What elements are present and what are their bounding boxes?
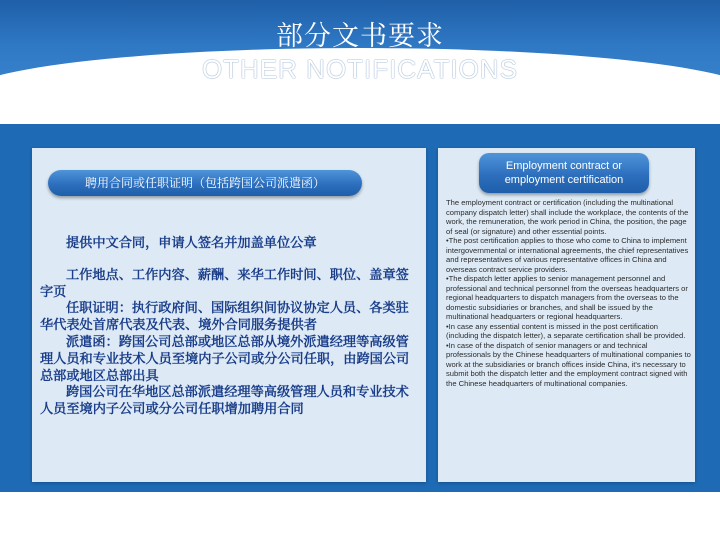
en-paragraph: The employment contract or certification (including the multinational company dispatch letter) shall include the workplace, the contents of the work, the remuneration, the work period in China, the position, the page of seal (or signature) and other essential points. <box>446 198 689 236</box>
zh-paragraph: 工作地点、工作内容、薪酬、来华工作时间、职位、盖章签字页 <box>40 267 409 300</box>
left-section-tag: 聘用合同或任职证明（包括跨国公司派遣函） <box>48 170 362 196</box>
right-section-tag <box>479 153 649 193</box>
slide-title-zh: 部分文书要求 <box>276 21 444 52</box>
right-section-tag-line1: Employment contract or <box>505 160 623 172</box>
zh-paragraph: 派遣函：跨国公司总部或地区总部从境外派遣经理等高级管理人员和专业技术人员至境内子公司或分公司任职，由跨国公司总部或地区总部出具 <box>40 334 410 384</box>
zh-paragraph: 提供中文合同，申请人签名并加盖单位公章 <box>66 236 317 251</box>
en-requirements-text <box>446 198 692 388</box>
right-section-tag-line2: employment certification <box>504 174 624 186</box>
zh-requirements-text <box>40 236 420 419</box>
zh-paragraph: 跨国公司在华地区总部派遣经理等高级管理人员和专业技术人员至境内子公司或分公司任职增加聘用合同 <box>40 385 409 418</box>
en-paragraph: •In case of the dispatch of senior managers or and technical professionals by the Chinese headquarters of multinational companies to work at the subsidiaries or branch offices inside China, it's necessary to submit both the dispatch letter and the employment contract signed with the Chinese headquarters of multinational companies. <box>446 340 691 388</box>
en-paragraph: •The post certification applies to those who come to China to implement intergovernmental or international agreements, the chief representatives and representatives of various representative offices in China and overseas contract service providers. <box>446 236 689 274</box>
slide-title-en: OTHER NOTIFICATIONS <box>201 54 519 84</box>
en-paragraph: •The dispatch letter applies to senior management personnel and professional and technical personnel from the overseas headquarters or regional headquarters to dispatch managers from the overseas to the domestic subsidiaries or branches, and shall be issued by the multinational headquarters or regional headquarters. <box>446 274 688 321</box>
en-paragraph: •In case any essential content is missed in the post certification (including the dispatch letter), a separate certification shall be provided. <box>446 321 686 340</box>
slide-header <box>0 0 720 100</box>
zh-paragraph: 任职证明：执行政府间、国际组织间协议协定人员、各类驻华代表处首席代表及代表、境外合同服务提供者 <box>40 301 409 334</box>
